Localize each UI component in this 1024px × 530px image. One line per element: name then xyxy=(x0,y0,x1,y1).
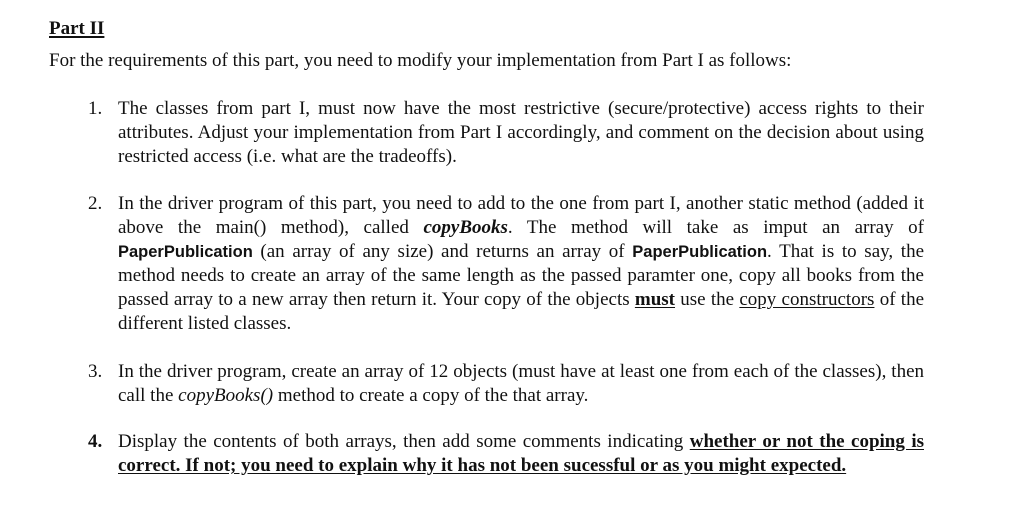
must-emphasis: must xyxy=(634,289,676,310)
list-item-text: The classes from part I, must now have the most restrictive (secure/protective) access rights to their attributes. Adjust your implementation from Part I accordingly, and comment on the decision about using restricted access (i.e. what are the tradeoffs). xyxy=(118,98,924,167)
list-item-number: 3. xyxy=(88,361,103,382)
list-item-number: 1. xyxy=(88,98,103,119)
list-item-number: 4. xyxy=(88,431,103,452)
emphasized-requirement: whether or not the coping is correct. If not; you need to explain why it has not been sucessful or as you might expected. xyxy=(118,431,924,476)
class-name: PaperPublication xyxy=(118,243,253,261)
section-heading: Part II xyxy=(49,18,105,39)
list-item-text: Display the contents of both arrays, then add some comments indicating whether or not the coping is correct. If not; you need to explain why it has not been sucessful or as you might expected. xyxy=(118,431,924,476)
class-name: PaperPublication xyxy=(632,243,768,261)
method-call: copyBooks() xyxy=(178,385,274,406)
list-item-2 xyxy=(88,192,924,336)
intro-paragraph: For the requirements of this part, you need to modify your implementation from Part I as follows: xyxy=(49,50,792,71)
list-item-text: In the driver program of this part, you need to add to the one from part I, another static method (added it above the main() method), called copyBooks. The method will take as imput an array of PaperPublication (an array of any size) and returns an array of PaperPublication. That is to say, the method needs to create an array of the same length as the passed paramter one, copy all books from the passed array to a new array then return it. Your copy of the objects must use the copy constructors of the different listed classes. xyxy=(118,193,925,334)
list-item-number: 2. xyxy=(88,193,103,214)
list-item-4 xyxy=(88,430,924,478)
method-name: copyBooks xyxy=(423,217,508,238)
list-item-text: In the driver program, create an array of 12 objects (must have at least one from each of the classes), then call the copyBooks() method to create a copy of the that array. xyxy=(118,361,924,406)
list-item-1 xyxy=(88,97,924,169)
list-item-3 xyxy=(88,360,924,408)
copy-constructors-term: copy constructors xyxy=(739,289,875,310)
